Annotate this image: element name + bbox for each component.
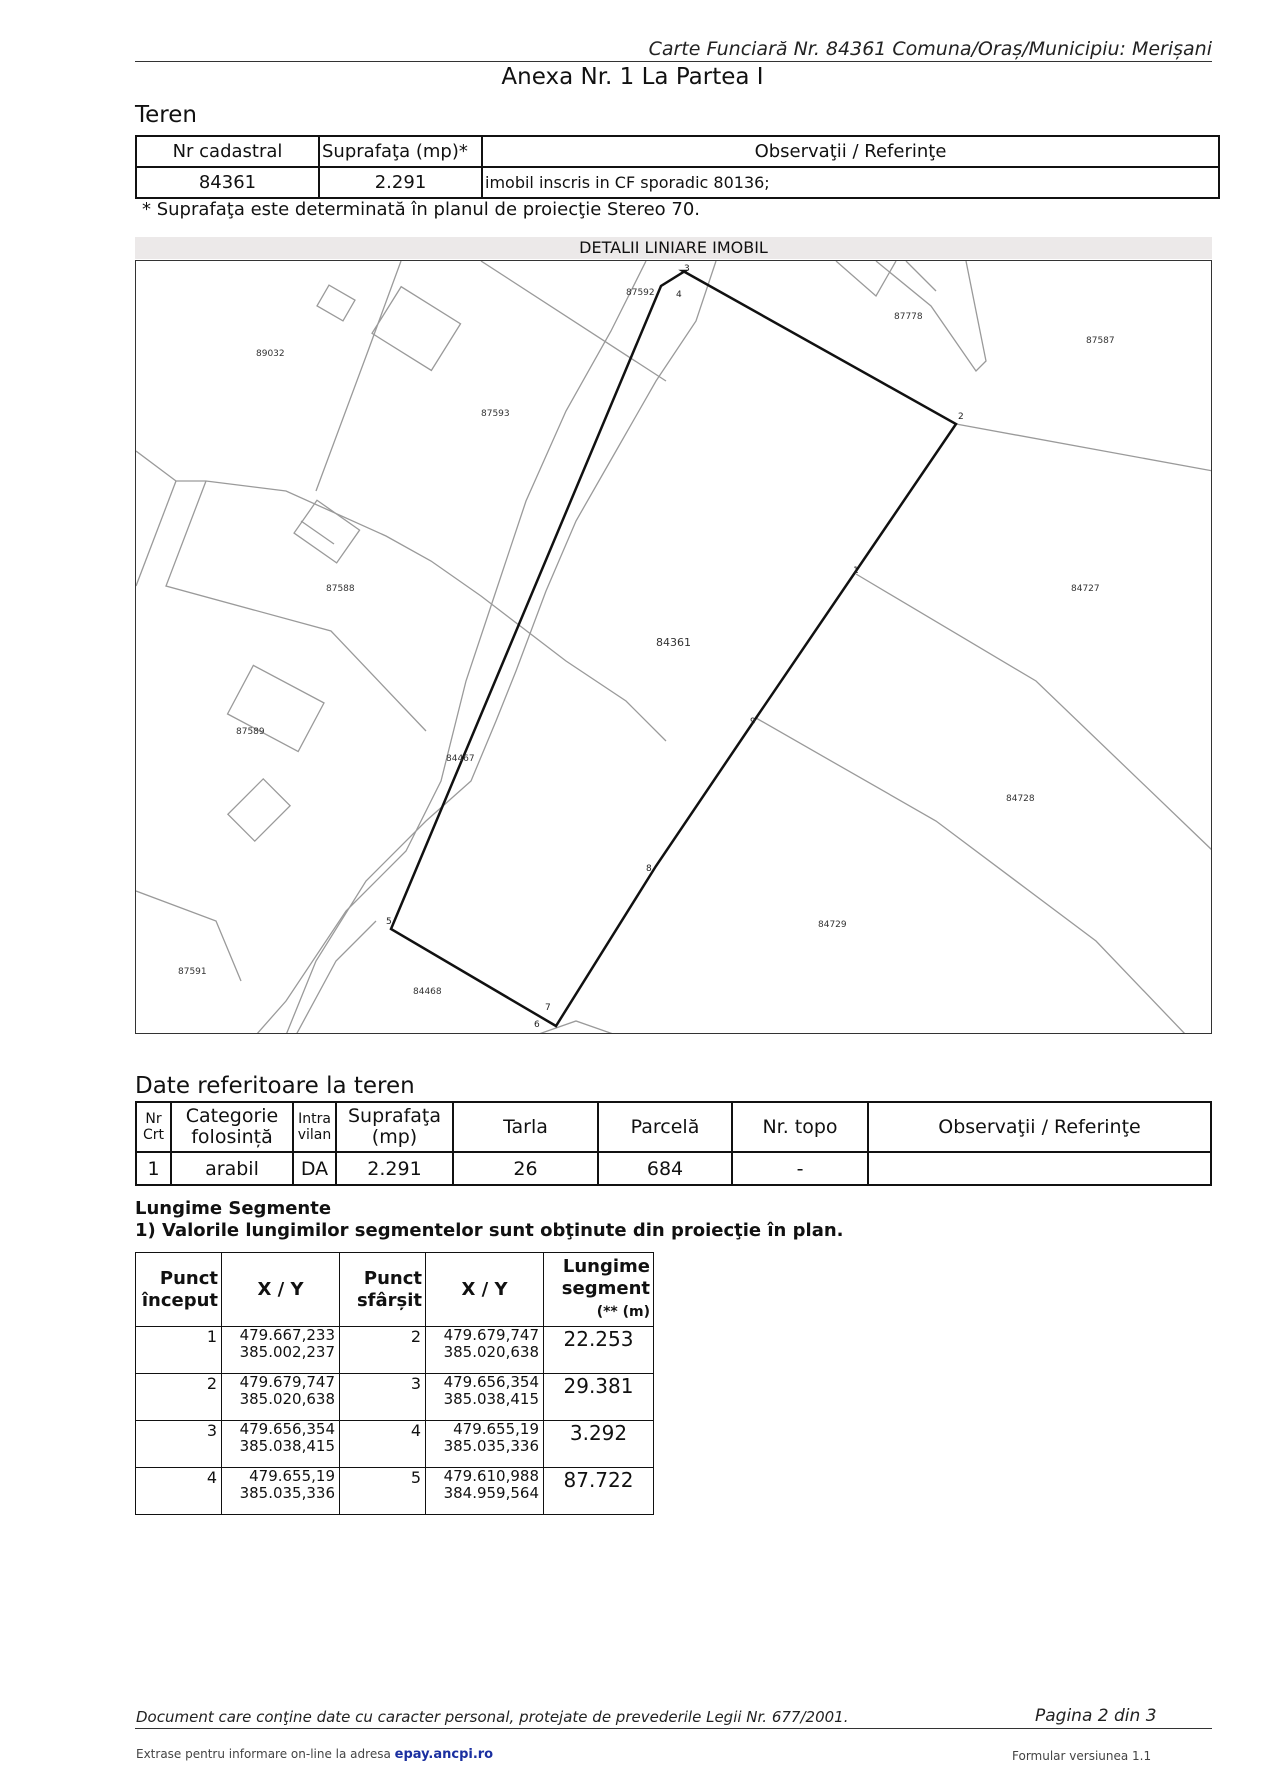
col-lungime-line1: Lungime [562, 1256, 650, 1277]
parcel-label: 84361 [656, 636, 691, 649]
table-row [136, 1152, 1211, 1185]
parcel-label: 84467 [446, 754, 475, 764]
cell-start-xy [222, 1421, 340, 1468]
col-intravilan [293, 1102, 336, 1152]
col-lungime-line2: segment [561, 1278, 650, 1299]
cell-start: 1 [136, 1327, 222, 1374]
col-tarla: Tarla [453, 1102, 598, 1152]
cell-end-x: 479.655,19 [453, 1420, 539, 1438]
cell-suprafata: 2.291 [319, 167, 482, 198]
cell-end-y: 385.038,415 [443, 1390, 539, 1408]
page-number: Pagina 2 din 3 [1035, 1706, 1157, 1726]
segmente-heading: Lungime Segmente [135, 1198, 332, 1219]
parcel-label: 87587 [1086, 336, 1115, 346]
cell-nr-cadastral: 84361 [136, 167, 319, 198]
epay-link[interactable]: epay.ancpi.ro [394, 1747, 494, 1762]
parcel-labels [178, 288, 1115, 997]
date-header-row [136, 1102, 1211, 1152]
col-suprafata-line2: (mp) [371, 1126, 418, 1148]
parcel-label: 84727 [1071, 584, 1100, 594]
teren-heading: Teren [135, 102, 197, 128]
map-title: DETALII LINIARE IMOBIL [135, 237, 1212, 259]
form-version: Formular versiunea 1.1 [1012, 1749, 1152, 1763]
cell-categorie: arabil [171, 1152, 293, 1185]
cell-end-xy [426, 1468, 544, 1515]
col-punct-inceput [136, 1253, 222, 1327]
parcel-label: 84468 [413, 987, 442, 997]
point-label: 5 [386, 917, 392, 927]
cell-start-y: 385.038,415 [239, 1437, 335, 1455]
cell-end-xy [426, 1421, 544, 1468]
col-intravilan-line2: vilan [297, 1127, 332, 1143]
cell-parcela: 684 [598, 1152, 732, 1185]
cell-start: 4 [136, 1468, 222, 1515]
col-parcela: Parcelă [598, 1102, 732, 1152]
col-intravilan-line1: Intra [298, 1111, 331, 1127]
point-label: 6 [534, 1020, 540, 1030]
col-nr-crt-line1: Nr [145, 1111, 162, 1127]
cell-end: 3 [340, 1374, 426, 1421]
col-nr-crt [136, 1102, 171, 1152]
cell-start-x: 479.656,354 [239, 1420, 335, 1438]
cell-start-y: 385.020,638 [239, 1390, 335, 1408]
col-punct-inceput-line1: Punct [159, 1267, 218, 1289]
table-row [136, 1468, 654, 1515]
segmente-note: 1) Valorile lungimilor segmentelor sunt obţinute din proiecţie în plan. [135, 1220, 844, 1241]
privacy-notice: Document care conţine date cu caracter personal, protejate de prevederile Legii Nr. 677/2001. [136, 1708, 849, 1726]
header-rule [135, 61, 1212, 62]
cell-length: 22.253 [544, 1327, 654, 1374]
parcel-label: 87591 [178, 967, 207, 977]
segmente-header-row [136, 1253, 654, 1327]
cell-start-y: 385.035,336 [239, 1484, 335, 1502]
col-nr-topo: Nr. topo [732, 1102, 868, 1152]
cell-end-y: 385.020,638 [443, 1343, 539, 1361]
cadastral-map-drawing [136, 261, 1212, 1034]
point-label: 4 [676, 290, 682, 300]
parcel-label: 87592 [626, 288, 655, 298]
parcel-label: 89032 [256, 349, 285, 359]
parcel-label: 87593 [481, 409, 510, 419]
parcel-label: 87588 [326, 584, 355, 594]
col-punct-sfarsit [340, 1253, 426, 1327]
teren-note: * Suprafaţa este determinată în planul de proiecţie Stereo 70. [142, 199, 701, 220]
cadastral-map [135, 260, 1212, 1034]
cell-tarla: 26 [453, 1152, 598, 1185]
point-label: 3 [684, 264, 690, 274]
cell-start-x: 479.679,747 [239, 1373, 335, 1391]
col-nr-crt-line2: Crt [142, 1127, 165, 1143]
point-label: 9 [750, 717, 756, 727]
extract-info [136, 1747, 493, 1762]
parcel-label: 84729 [818, 920, 847, 930]
col-lungime-line3: (** (m) [596, 1304, 650, 1320]
point-label: 1 [853, 566, 859, 576]
cell-start-xy [222, 1468, 340, 1515]
teren-header-row [136, 136, 1219, 167]
cell-end-x: 479.679,747 [443, 1326, 539, 1344]
cell-end-y: 384.959,564 [443, 1484, 539, 1502]
segmente-table [135, 1252, 654, 1515]
cell-end-x: 479.656,354 [443, 1373, 539, 1391]
cell-length: 29.381 [544, 1374, 654, 1421]
cell-start: 2 [136, 1374, 222, 1421]
parcel-label: 87778 [894, 312, 923, 322]
annex-title: Anexa Nr. 1 La Partea I [501, 64, 764, 90]
parcel-label: 87589 [236, 727, 265, 737]
col-nr-cadastral: Nr cadastral [136, 136, 319, 167]
cell-nr-topo: - [732, 1152, 868, 1185]
table-row [136, 1374, 654, 1421]
cell-nr-crt: 1 [136, 1152, 171, 1185]
parcel-label: 84728 [1006, 794, 1035, 804]
document-header-title: Carte Funciară Nr. 84361 Comuna/Oraș/Municipiu: Merișani [648, 38, 1212, 60]
cell-start: 3 [136, 1421, 222, 1468]
point-label: 2 [958, 412, 964, 422]
table-row [136, 167, 1219, 198]
cell-end: 5 [340, 1468, 426, 1515]
cell-start-x: 479.655,19 [249, 1467, 335, 1485]
point-label: 8 [646, 864, 652, 874]
col-xy-end: X / Y [426, 1253, 544, 1327]
col-suprafata [336, 1102, 453, 1152]
point-label: 7 [545, 1003, 551, 1013]
col-observatii: Observaţii / Referinţe [482, 136, 1219, 167]
col-suprafata: Suprafaţa (mp)* [319, 136, 482, 167]
col-lungime [544, 1253, 654, 1327]
cell-start-xy [222, 1374, 340, 1421]
cell-length: 3.292 [544, 1421, 654, 1468]
col-categorie-line2: folosință [191, 1126, 273, 1148]
cell-start-xy [222, 1327, 340, 1374]
date-teren-table [135, 1101, 1212, 1186]
cell-end-y: 385.035,336 [443, 1437, 539, 1455]
col-punct-sfarsit-line2: sfârșit [356, 1289, 422, 1311]
extract-text: Extrase pentru informare on-line la adresa [136, 1747, 395, 1761]
cell-suprafata: 2.291 [336, 1152, 453, 1185]
date-teren-heading: Date referitoare la teren [135, 1073, 415, 1099]
cell-start-x: 479.667,233 [239, 1326, 335, 1344]
cell-end-xy [426, 1327, 544, 1374]
footer-rule [135, 1728, 1212, 1729]
teren-table [135, 135, 1220, 199]
cell-end: 4 [340, 1421, 426, 1468]
cell-length: 87.722 [544, 1468, 654, 1515]
table-row [136, 1327, 654, 1374]
col-categorie-line1: Categorie [185, 1105, 279, 1127]
col-punct-sfarsit-line1: Punct [363, 1267, 422, 1289]
cell-observatii: imobil inscris in CF sporadic 80136; [482, 167, 1219, 198]
col-punct-inceput-line2: început [141, 1289, 218, 1311]
col-observatii: Observaţii / Referinţe [868, 1102, 1211, 1152]
col-categorie [171, 1102, 293, 1152]
cell-intravilan: DA [293, 1152, 336, 1185]
cell-end: 2 [340, 1327, 426, 1374]
table-row [136, 1421, 654, 1468]
cell-start-y: 385.002,237 [239, 1343, 335, 1361]
cell-end-xy [426, 1374, 544, 1421]
col-suprafata-line1: Suprafaţa [347, 1105, 442, 1127]
cell-observatii [868, 1152, 1211, 1185]
cell-end-x: 479.610,988 [443, 1467, 539, 1485]
col-xy-start: X / Y [222, 1253, 340, 1327]
